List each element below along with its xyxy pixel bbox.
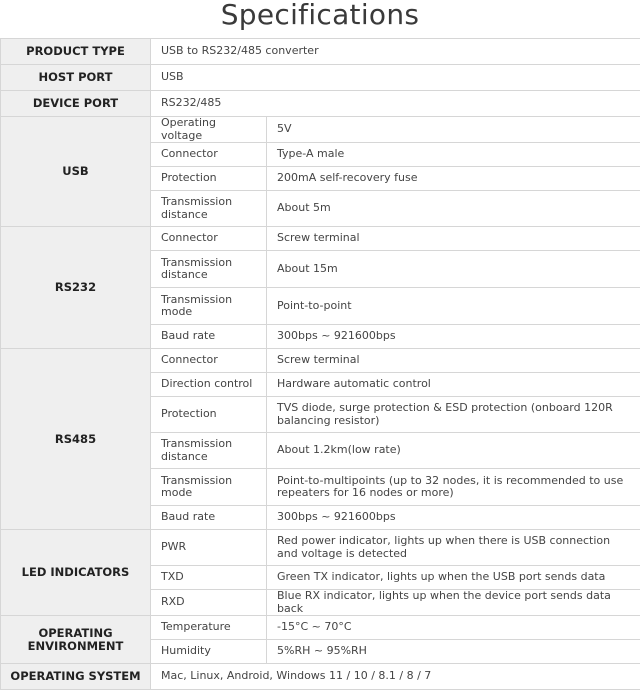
spec-name: Protection (151, 397, 267, 433)
spec-name: Transmission distance (151, 251, 267, 288)
spec-value: 5%RH ~ 95%RH (267, 640, 640, 664)
table-row (1, 117, 640, 143)
group-label-rs232: RS232 (1, 227, 151, 349)
spec-name: PWR (151, 530, 267, 566)
spec-name: Transmission distance (151, 433, 267, 469)
spec-name: RXD (151, 590, 267, 616)
spec-value: Screw terminal (267, 227, 640, 251)
table-row (1, 616, 640, 640)
spec-value: About 1.2km(low rate) (267, 433, 640, 469)
spec-name: Operating voltage (151, 117, 267, 143)
spec-value: Blue RX indicator, lights up when the device port sends data back (267, 590, 640, 616)
table-row (1, 91, 640, 117)
group-label-rs485: RS485 (1, 349, 151, 530)
row-value: RS232/485 (151, 91, 640, 117)
spec-value: About 5m (267, 191, 640, 227)
table-row (1, 39, 640, 65)
group-label-os: OPERATING SYSTEM (1, 664, 151, 690)
spec-value: TVS diode, surge protection & ESD protection (onboard 120R balancing resistor) (267, 397, 640, 433)
spec-value: 5V (267, 117, 640, 143)
spec-name: Direction control (151, 373, 267, 397)
spec-name: Connector (151, 349, 267, 373)
row-label: DEVICE PORT (1, 91, 151, 117)
spec-name: Temperature (151, 616, 267, 640)
table-row (1, 227, 640, 251)
spec-value: Screw terminal (267, 349, 640, 373)
spec-value: Red power indicator, lights up when there is USB connection and voltage is detected (267, 530, 640, 566)
spec-value: Type-A male (267, 143, 640, 167)
spec-value: Point-to-multipoints (up to 32 nodes, it is recommended to use repeaters for 16 nodes or more) (267, 469, 640, 506)
spec-value: Green TX indicator, lights up when the USB port sends data (267, 566, 640, 590)
spec-name: Transmission mode (151, 469, 267, 506)
spec-value: 300bps ~ 921600bps (267, 506, 640, 530)
group-label-usb: USB (1, 117, 151, 227)
spec-value: About 15m (267, 251, 640, 288)
row-label: HOST PORT (1, 65, 151, 91)
spec-name: Connector (151, 143, 267, 167)
spec-value: Hardware automatic control (267, 373, 640, 397)
page-title: Specifications (220, 0, 420, 31)
spec-value: 300bps ~ 921600bps (267, 325, 640, 349)
table-row (1, 349, 640, 373)
spec-table (0, 38, 640, 690)
table-row (1, 65, 640, 91)
spec-value: 200mA self-recovery fuse (267, 167, 640, 191)
spec-name: TXD (151, 566, 267, 590)
spec-name: Protection (151, 167, 267, 191)
spec-name: Transmission mode (151, 288, 267, 325)
row-value: USB to RS232/485 converter (151, 39, 640, 65)
group-label-led: LED INDICATORS (1, 530, 151, 616)
spec-name: Baud rate (151, 506, 267, 530)
table-row (1, 530, 640, 566)
spec-name: Humidity (151, 640, 267, 664)
spec-name: Connector (151, 227, 267, 251)
spec-name: Baud rate (151, 325, 267, 349)
spec-value: Point-to-point (267, 288, 640, 325)
row-label: PRODUCT TYPE (1, 39, 151, 65)
table-row (1, 664, 640, 690)
spec-value: -15°C ~ 70°C (267, 616, 640, 640)
row-value: USB (151, 65, 640, 91)
spec-name: Transmission distance (151, 191, 267, 227)
row-value: Mac, Linux, Android, Windows 11 / 10 / 8.1 / 8 / 7 (151, 664, 640, 690)
group-label-environment: OPERATING ENVIRONMENT (1, 616, 151, 664)
